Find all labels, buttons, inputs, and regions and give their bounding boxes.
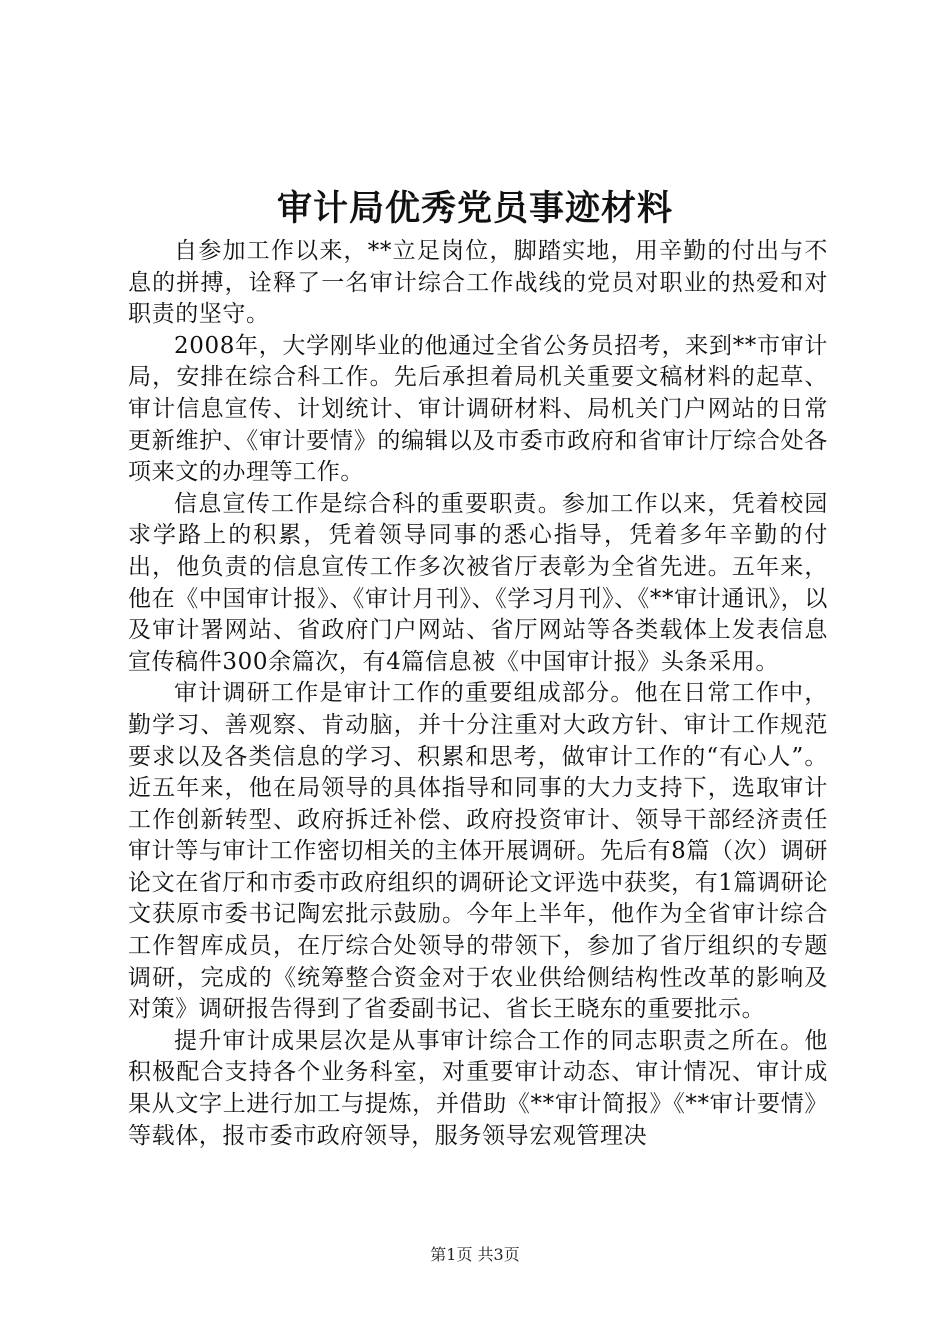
- paragraph: 提升审计成果层次是从事审计综合工作的同志职责之所在。他积极配合支持各个业务科室，对重要审计动态、审计情况、审计成果从文字上进行加工与提炼，并借助《**审计简报》《**审计要情》等载体，报市委市政府领导，服务领导宏观管理决: [128, 1027, 828, 1149]
- paragraph: 自参加工作以来，**立足岗位，脚踏实地，用辛勤的付出与不息的拼搏，诠释了一名审计综合工作战线的党员对职业的热爱和对职责的坚守。: [128, 238, 828, 328]
- page-number-footer: 第1页 共3页: [430, 1245, 520, 1264]
- document-title: 审计局优秀党员事迹材料: [276, 188, 673, 229]
- document-body: [128, 236, 828, 1152]
- paragraph: 审计调研工作是审计工作的重要组成部分。他在日常工作中，勤学习、善观察、肯动脑，并十分注重对大政方针、审计工作规范要求以及各类信息的学习、积累和思考，做审计工作的“有心人”。近五年来，他在局领导的具体指导和同事的大力支持下，选取审计工作创新转型、政府拆迁补偿、政府投资审计、领导干部经济责任审计等与审计工作密切相关的主体开展调研。先后有8篇（次）调研论文在省厅和市委市政府组织的调研论文评选中获奖，有1篇调研论文获原市委书记陶宏批示鼓励。今年上半年，他作为全省审计综合工作智库成员，在厅综合处领导的带领下，参加了省厅组织的专题调研，完成的《统筹整合资金对于农业供给侧结构性改革的影响及对策》调研报告得到了省委副书记、省长王晓东的重要批示。: [128, 680, 828, 1023]
- paragraph: 2008年，大学刚毕业的他通过全省公务员招考，来到**市审计局，安排在综合科工作。先后承担着局机关重要文稿材料的起草、审计信息宣传、计划统计、审计调研材料、局机关门户网站的日常更新维护、《审计要情》的编辑以及市委市政府和省审计厅综合处各项来文的办理等工作。: [128, 332, 828, 486]
- paragraph: 信息宣传工作是综合科的重要职责。参加工作以来，凭着校园求学路上的积累，凭着领导同事的悉心指导，凭着多年辛勤的付出，他负责的信息宣传工作多次被省厅表彰为全省先进。五年来，他在《中国审计报》、《审计月刊》、《学习月刊》、《**审计通讯》，以及审计署网站、省政府门户网站、省厅网站等各类载体上发表信息宣传稿件300余篇次，有4篇信息被《中国审计报》头条采用。: [128, 490, 828, 675]
